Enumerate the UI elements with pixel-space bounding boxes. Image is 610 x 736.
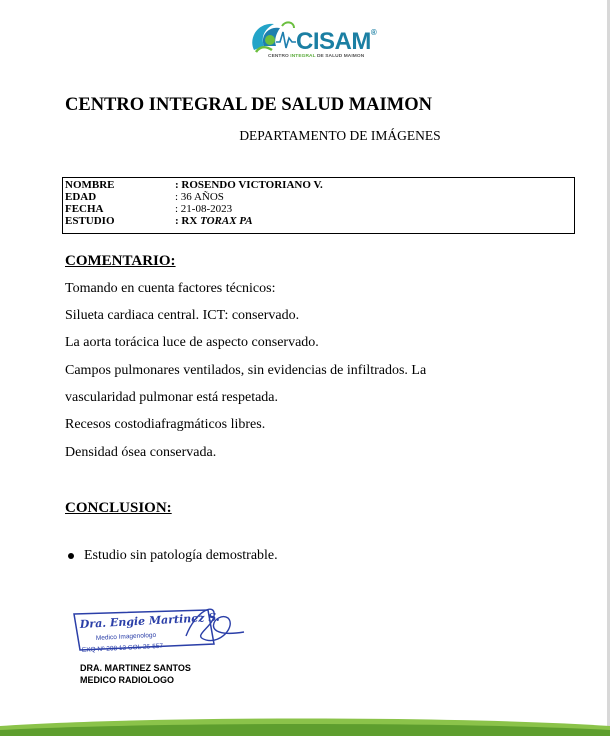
comentario-line: Recesos costodiafragmáticos libres. [65, 417, 266, 432]
signer-name: DRA. MARTINEZ SANTOS [80, 663, 191, 673]
clinic-title: CENTRO INTEGRAL DE SALUD MAIMON [65, 95, 432, 115]
department-title: DEPARTAMENTO DE IMÁGENES [239, 128, 441, 143]
comentario-line: Densidad ósea conservada. [65, 445, 217, 460]
bullet-icon [68, 553, 74, 559]
stamp-role: Medico Imagenologo [95, 631, 157, 642]
conclusion-heading: CONCLUSION: [65, 500, 172, 516]
signer-title: MEDICO RADIOLOGO [80, 675, 174, 685]
logo-wordmark: CISAM® [296, 28, 377, 55]
comentario-heading: COMENTARIO: [65, 253, 176, 269]
comentario-line: vascularidad pulmonar está respetada. [65, 390, 279, 405]
cisam-logo [246, 16, 376, 64]
conclusion-item: Estudio sin patología demostrable. [84, 548, 278, 564]
stamp-id: EXQ Nº 208 13 COL 26-557 [81, 642, 164, 654]
stamp-name: Dra. Engie Martinez S. [79, 610, 220, 631]
comentario-line: Silueta cardiaca central. ICT: conservado. [65, 308, 300, 323]
logo-subtitle: CENTRO INTEGRAL DE SALUD MAIMON [268, 54, 365, 59]
doctor-stamp [66, 600, 246, 660]
comentario-line: La aorta torácica luce de aspecto conservado. [65, 335, 319, 350]
comentario-line: Campos pulmonares ventilados, sin evidencias de infiltrados. La [65, 363, 427, 378]
footer-wave [0, 714, 610, 736]
patient-info-box: NOMBRE : ROSENDO VICTORIANO V. EDAD : 36 AÑOS FECHA : 21-08-2023 ESTUDIO : RX TORAX PA [62, 177, 575, 234]
comentario-line: Tomando en cuenta factores técnicos: [65, 281, 276, 296]
